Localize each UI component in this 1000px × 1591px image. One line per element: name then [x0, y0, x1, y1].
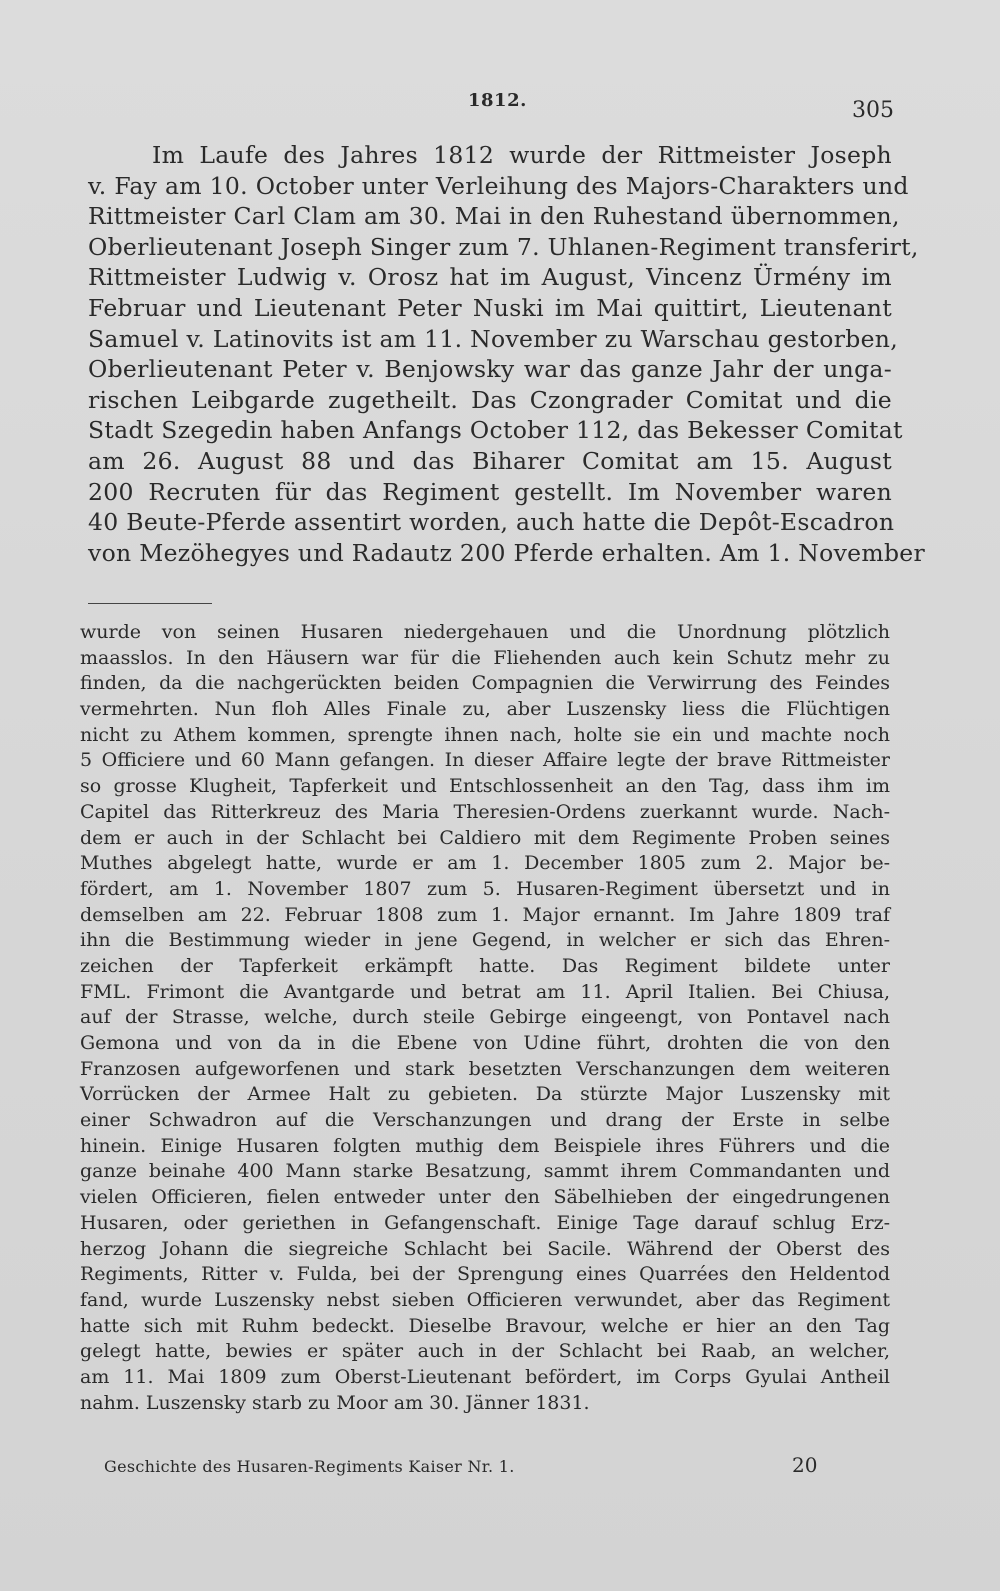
footnote [80, 620, 890, 1416]
footnote-line: am 11. Mai 1809 zum Oberst-Lieutenant befördert, im Corps Gyulai Antheil [80, 1365, 890, 1388]
footnote-line: hatte sich mit Ruhm bedeckt. Dieselbe Bravour, welche er hier an den Tag [80, 1314, 890, 1337]
footnote-line: finden, da die nachgerückten beiden Compagnien die Verwirrung des Feindes [80, 672, 890, 695]
page-number: 305 [852, 98, 894, 123]
main-text-line: v. Fay am 10. October unter Verleihung des Majors-Charakters und [88, 171, 909, 200]
footnote-line: vermehrten. Nun floh Alles Finale zu, aber Luszensky liess die Flüchtigen [80, 698, 890, 721]
footnote-separator [88, 603, 212, 604]
footnote-line: Regiments, Ritter v. Fulda, bei der Sprengung eines Quarrées den Heldentod [80, 1263, 890, 1286]
footnote-line: Muthes abgelegt hatte, wurde er am 1. December 1805 zum 2. Major be- [80, 852, 890, 875]
main-paragraph [88, 140, 926, 568]
main-text-line: Samuel v. Latinovits ist am 11. November zu Warschau gestorben, [88, 324, 899, 353]
footnote-line: fördert, am 1. November 1807 zum 5. Husaren-Regiment übersetzt und in [80, 877, 890, 900]
footnote-line: 5 Officiere und 60 Mann gefangen. In dieser Affaire legte der brave Rittmeister [80, 749, 890, 772]
printer-signature: Geschichte des Husaren-Regiments Kaiser Nr. 1. [104, 1457, 515, 1476]
main-text-line: Oberlieutenant Peter v. Benjowsky war das ganze Jahr der unga- [88, 355, 892, 384]
main-text-line: Stadt Szegedin haben Anfangs October 112, das Bekesser Comitat [88, 416, 903, 445]
footnote-line: FML. Frimont die Avantgarde und betrat am 11. April Italien. Bei Chiusa, [80, 980, 890, 1003]
main-text-line: Oberlieutenant Joseph Singer zum 7. Uhlanen-Regiment transferirt, [88, 232, 919, 261]
main-text-line: Rittmeister Carl Clam am 30. Mai in den Ruhestand übernommen, [88, 202, 900, 231]
main-text-line: am 26. August 88 und das Biharer Comitat am 15. August [88, 446, 892, 475]
footnote-line: dem er auch in der Schlacht bei Caldiero mit dem Regimente Proben seines [80, 826, 890, 849]
footnote-line: Capitel das Ritterkreuz des Maria Theresien-Ordens zuerkannt wurde. Nach- [80, 800, 890, 823]
footnote-line: Franzosen aufgeworfenen und stark besetzten Verschanzungen dem weiteren [80, 1057, 890, 1080]
footnote-line: fand, wurde Luszensky nebst sieben Officieren verwundet, aber das Regiment [80, 1288, 890, 1311]
footnote-line: gelegt hatte, bewies er später auch in der Schlacht bei Raab, an welcher, [80, 1340, 890, 1363]
footnote-line: maasslos. In den Häusern war für die Fliehenden auch kein Schutz mehr zu [80, 646, 890, 669]
sheet-number: 20 [792, 1453, 818, 1477]
footnote-line: so grosse Klugheit, Tapferkeit und Entschlossenheit an den Tag, dass ihm im [80, 775, 890, 798]
footnote-line: vielen Officieren, fielen entweder unter den Säbelhieben der eingedrungenen [80, 1186, 890, 1209]
main-text-line: Februar und Lieutenant Peter Nuski im Mai quittirt, Lieutenant [88, 293, 892, 322]
main-text-line: von Mezöhegyes und Radautz 200 Pferde erhalten. Am 1. November [88, 538, 926, 567]
footnote-line: einer Schwadron auf die Verschanzungen und drang der Erste in selbe [80, 1109, 890, 1132]
footnote-line: ihn die Bestimmung wieder in jene Gegend, in welcher er sich das Ehren- [80, 929, 890, 952]
main-text-line: rischen Leibgarde zugetheilt. Das Czongrader Comitat und die [88, 385, 892, 414]
footnote-line: ganze beinahe 400 Mann starke Besatzung, sammt ihrem Commandanten und [80, 1160, 890, 1183]
main-text-line: Im Laufe des Jahres 1812 wurde der Rittmeister Joseph [152, 141, 892, 169]
running-header-year: 1812. [468, 90, 527, 111]
main-text-line: 200 Recruten für das Regiment gestellt. Im November waren [88, 477, 892, 506]
footnote-line: demselben am 22. Februar 1808 zum 1. Major ernannt. Im Jahre 1809 traf [80, 903, 890, 926]
footnote-line: Gemona und von da in die Ebene von Udine führt, drohten die von den [80, 1032, 890, 1054]
main-text-line: 40 Beute-Pferde assentirt worden, auch hatte die Depôt-Escadron [88, 508, 895, 537]
footnote-line: auf der Strasse, welche, durch steile Gebirge eingeengt, von Pontavel nach [80, 1006, 890, 1029]
footnote-line: nicht zu Athem kommen, sprengte ihnen nach, holte sie ein und machte noch [80, 723, 890, 746]
footnote-line: zeichen der Tapferkeit erkämpft hatte. Das Regiment bildete unter [80, 954, 890, 977]
footnote-line: wurde von seinen Husaren niedergehauen und die Unordnung plötzlich [80, 621, 890, 643]
footnote-line: nahm. Luszensky starb zu Moor am 30. Jänner 1831. [80, 1391, 590, 1414]
footnote-line: herzog Johann die siegreiche Schlacht bei Sacile. Während der Oberst des [80, 1237, 890, 1260]
footnote-line: Vorrücken der Armee Halt zu gebieten. Da stürzte Major Luszensky mit [80, 1083, 890, 1106]
footnote-line: hinein. Einige Husaren folgten muthig dem Beispiele ihres Führers und die [80, 1134, 890, 1157]
footnote-line: Husaren, oder geriethen in Gefangenschaft. Einige Tage darauf schlug Erz- [80, 1211, 890, 1234]
main-text-line: Rittmeister Ludwig v. Orosz hat im August, Vincenz Ürmény im [88, 263, 892, 292]
